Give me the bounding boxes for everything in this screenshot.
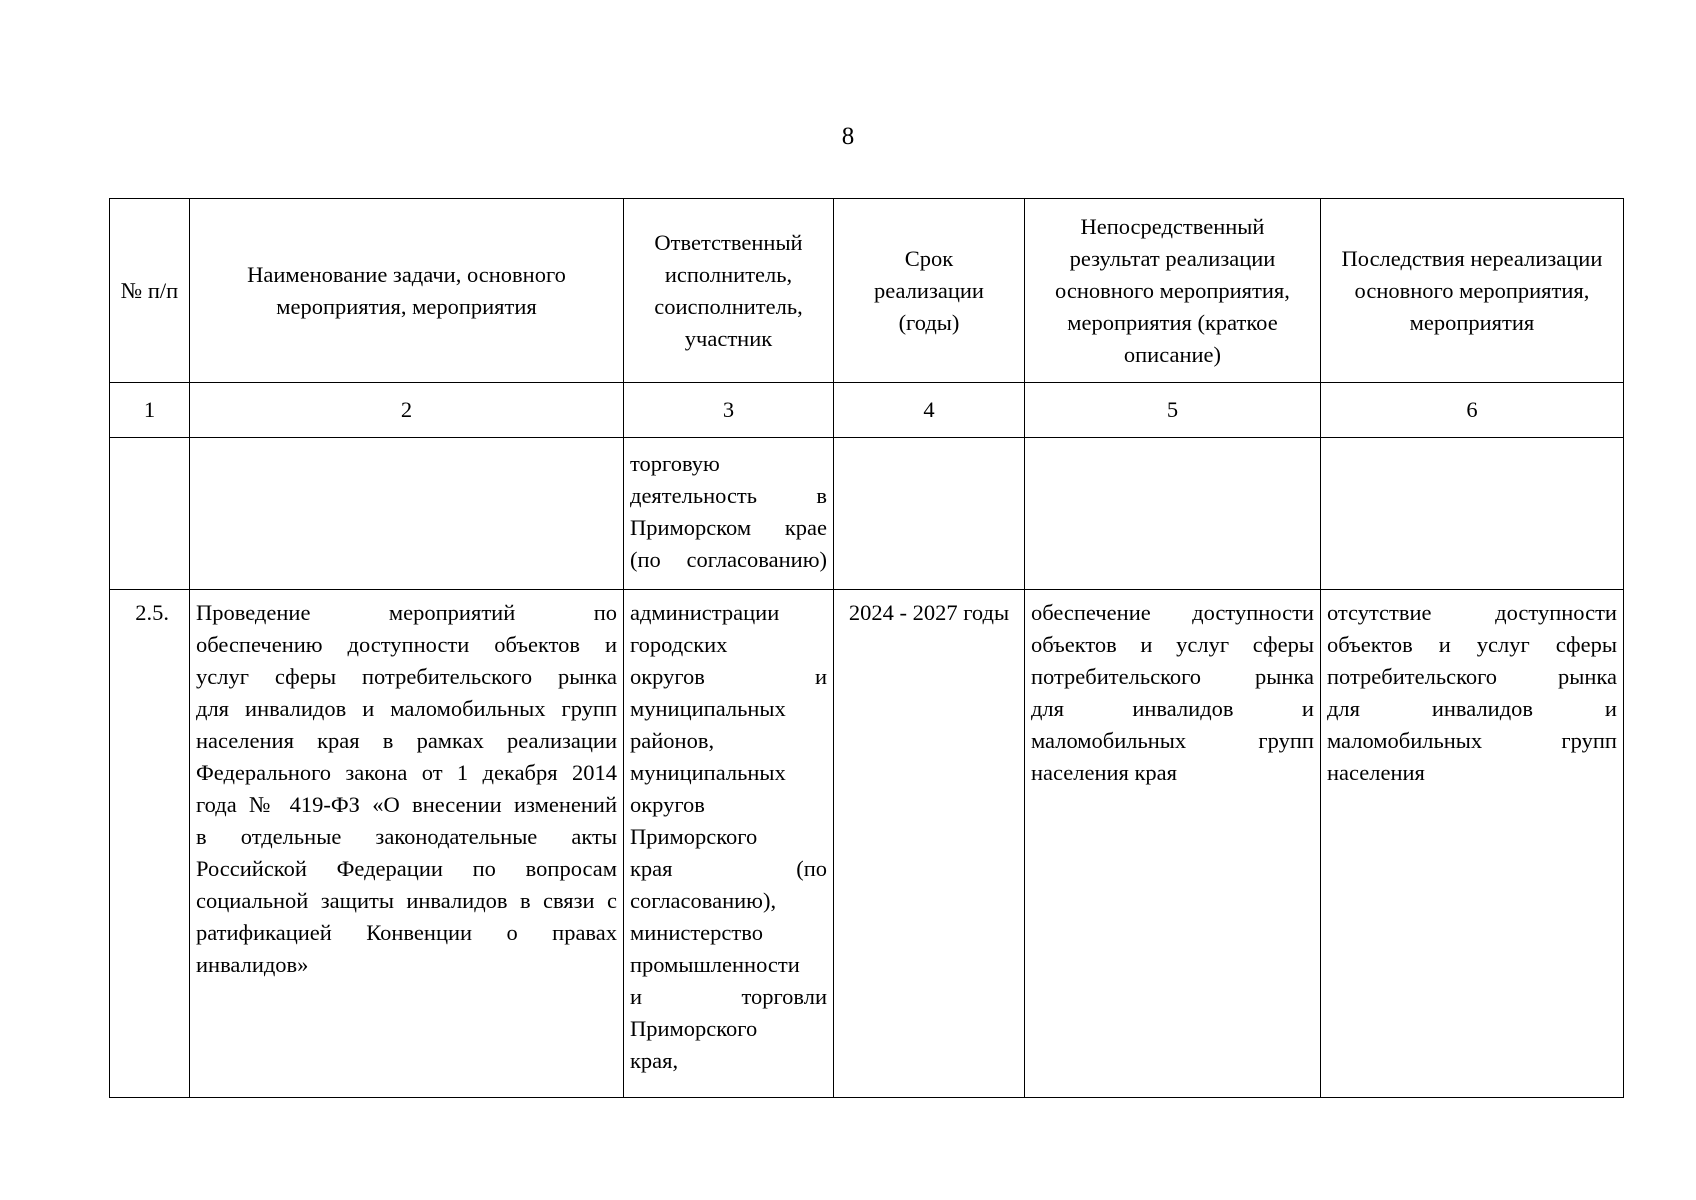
executor-line: министерство bbox=[630, 920, 763, 945]
task-line: для инвалидов и маломобильных групп bbox=[196, 696, 617, 721]
period-cell bbox=[834, 438, 1025, 590]
header-result: Непосредственный результат реализации основного мероприятия, мероприятия (краткое описание) bbox=[1024, 199, 1320, 383]
task-line: социальной защиты инвалидов в связи с bbox=[196, 888, 617, 913]
measures-table bbox=[109, 198, 1624, 1098]
consequence-line: для инвалидов и bbox=[1326, 696, 1617, 721]
result-cell bbox=[1024, 438, 1320, 590]
table-header-row bbox=[110, 199, 1624, 383]
consequence-line: объектов и услуг сферы bbox=[1326, 632, 1617, 657]
header-executor: Ответственный исполнитель, соисполнитель, участник bbox=[624, 199, 834, 383]
task-cell bbox=[190, 590, 624, 1098]
executor-line: муниципальных bbox=[630, 760, 786, 785]
result-line: для инвалидов и bbox=[1030, 696, 1314, 721]
header-period: Срок реализации (годы) bbox=[834, 199, 1025, 383]
result-line: маломобильных групп bbox=[1030, 728, 1314, 753]
executor-line: (по согласованию) bbox=[630, 547, 827, 572]
executor-line: муниципальных bbox=[630, 696, 786, 721]
task-line: Проведение мероприятий по bbox=[196, 600, 617, 625]
executor-line: администрации bbox=[630, 600, 780, 625]
result-cell bbox=[1024, 590, 1320, 1098]
header-consequence: Последствия нереализации основного мероприятия, мероприятия bbox=[1320, 199, 1623, 383]
consequence-cell bbox=[1320, 590, 1623, 1098]
executor-line: края (по bbox=[630, 856, 827, 881]
executor-line: согласованию), bbox=[630, 888, 777, 913]
executor-line: Приморского bbox=[630, 1016, 758, 1041]
row-number-cell bbox=[110, 438, 190, 590]
executor-line: и торговли bbox=[630, 984, 827, 1009]
row-number-cell: 2.5. bbox=[110, 590, 190, 1098]
executor-line: края, bbox=[630, 1048, 679, 1073]
page-number: 8 bbox=[841, 123, 855, 150]
column-number: 1 bbox=[110, 383, 190, 438]
column-number: 4 bbox=[834, 383, 1025, 438]
result-line: объектов и услуг сферы bbox=[1030, 632, 1314, 657]
consequence-line: отсутствие доступности bbox=[1326, 600, 1617, 625]
consequence-cell bbox=[1320, 438, 1623, 590]
executor-line: деятельность в bbox=[630, 483, 827, 508]
result-line: обеспечение доступности bbox=[1030, 600, 1314, 625]
executor-cell bbox=[624, 590, 834, 1098]
executor-line: промышленности bbox=[630, 952, 800, 977]
period-cell: 2024 - 2027 годы bbox=[834, 590, 1025, 1098]
column-number-row bbox=[110, 383, 1624, 438]
task-line: услуг сферы потребительского рынка bbox=[196, 664, 617, 689]
executor-line: округов bbox=[630, 792, 705, 817]
table-row bbox=[110, 438, 1624, 590]
task-line: в отдельные законодательные акты bbox=[196, 824, 617, 849]
header-number: № п/п bbox=[110, 199, 190, 383]
executor-line: округов и bbox=[630, 664, 827, 689]
executor-line: городских bbox=[630, 632, 728, 657]
executor-line: районов, bbox=[630, 728, 715, 753]
task-line: ратификацией Конвенции о правах bbox=[196, 920, 617, 945]
header-task: Наименование задачи, основного мероприятия, мероприятия bbox=[190, 199, 624, 383]
task-line: года № 419-ФЗ «О внесении изменений bbox=[196, 792, 617, 817]
task-cell bbox=[190, 438, 624, 590]
consequence-line: населения bbox=[1326, 760, 1425, 785]
column-number: 6 bbox=[1320, 383, 1623, 438]
task-line: обеспечению доступности объектов и bbox=[196, 632, 617, 657]
task-line: Российской Федерации по вопросам bbox=[196, 856, 617, 881]
result-line: населения края bbox=[1030, 760, 1178, 785]
task-line: населения края в рамках реализации bbox=[196, 728, 617, 753]
column-number: 2 bbox=[190, 383, 624, 438]
consequence-line: маломобильных групп bbox=[1326, 728, 1617, 753]
executor-line: Приморского bbox=[630, 824, 758, 849]
consequence-line: потребительского рынка bbox=[1326, 664, 1617, 689]
table-row bbox=[110, 590, 1624, 1098]
executor-line: Приморском крае bbox=[630, 515, 827, 540]
executor-cell bbox=[624, 438, 834, 590]
task-line: Федерального закона от 1 декабря 2014 bbox=[196, 760, 617, 785]
task-line: инвалидов» bbox=[196, 952, 309, 977]
executor-line: торговую bbox=[630, 451, 720, 476]
column-number: 5 bbox=[1024, 383, 1320, 438]
result-line: потребительского рынка bbox=[1030, 664, 1314, 689]
column-number: 3 bbox=[624, 383, 834, 438]
